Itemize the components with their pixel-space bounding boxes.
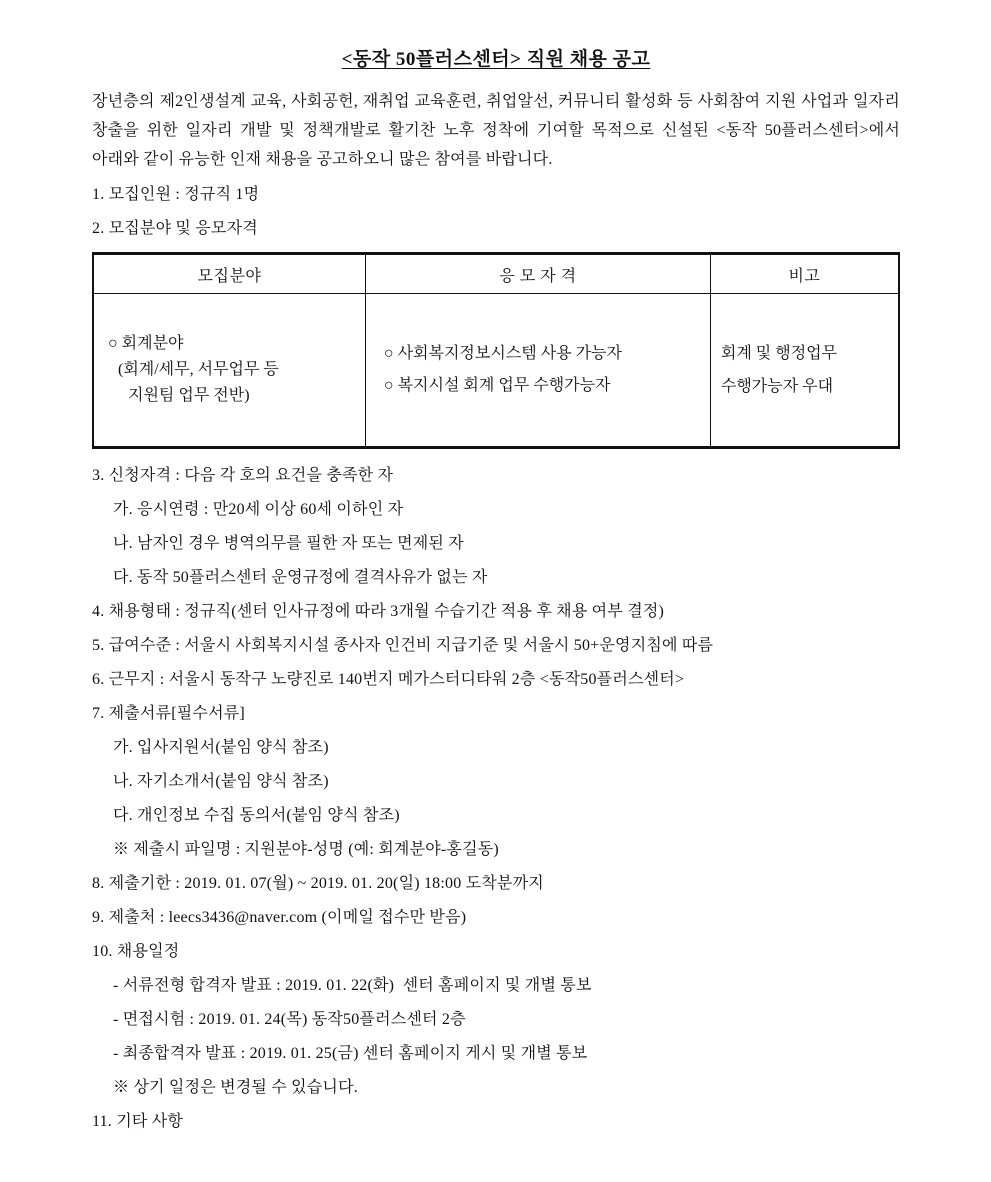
section-line: - 서류전형 합격자 발표 : 2019. 01. 22(화) 센터 홈페이지 및 개별 통보 bbox=[113, 977, 592, 994]
section-list-bottom bbox=[92, 465, 900, 1133]
qualification-line: ○ 복지시설 회계 업무 수행가능자 bbox=[383, 377, 611, 394]
section-line: 가. 응시연령 : 만20세 이상 60세 이하인 자 bbox=[113, 501, 404, 518]
section-line: 8. 제출기한 : 2019. 01. 07(월) ~ 2019. 01. 20(일) 18:00 도착분까지 bbox=[92, 875, 544, 892]
section-line: 11. 기타 사항 bbox=[92, 1113, 184, 1130]
cell-note bbox=[710, 294, 899, 448]
section-line: 4. 채용형태 : 정규직(센터 인사규정에 따라 3개월 수습기간 적용 후 채용 여부 결정) bbox=[92, 603, 665, 620]
section-line: 2. 모집분야 및 응모자격 bbox=[92, 220, 258, 237]
qualification-line: ○ 사회복지정보시스템 사용 가능자 bbox=[383, 345, 622, 362]
table-header-row bbox=[93, 254, 899, 294]
section-line: 3. 신청자격 : 다음 각 호의 요건을 충족한 자 bbox=[92, 467, 394, 484]
header-note: 비고 bbox=[710, 254, 899, 294]
section-line: 나. 자기소개서(붙임 양식 참조) bbox=[113, 773, 329, 790]
section-line: 5. 급여수준 : 서울시 사회복지시설 종사자 인건비 지급기준 및 서울시 50+운영지침에 따름 bbox=[92, 637, 714, 654]
header-recruit-field: 모집분야 bbox=[93, 254, 365, 294]
section-line: ※ 상기 일정은 변경될 수 있습니다. bbox=[113, 1079, 358, 1096]
section-line: 10. 채용일정 bbox=[92, 943, 180, 960]
intro-paragraph: 장년층의 제2인생설계 교육, 사회공헌, 재취업 교육훈련, 취업알선, 커뮤니티 활성화 등 사회참여 지원 사업과 일자리 창출을 위한 일자리 개발 및 정책개발로 활기찬 노후 정착에 기여할 목적으로 신설된 <동작 50플러스센터>에서 아래와 같이 유능한 인재 채용을 공고하오니 많은 참여를 바랍니다. bbox=[92, 93, 900, 168]
section-line: - 최종합격자 발표 : 2019. 01. 25(금) 센터 홈페이지 게시 및 개별 통보 bbox=[113, 1045, 588, 1062]
section-line: 9. 제출처 : leecs3436@naver.com (이메일 접수만 받음) bbox=[92, 909, 467, 926]
section-line: 7. 제출서류[필수서류] bbox=[92, 705, 245, 722]
field-line: (회계/세무, 서무업무 등 bbox=[118, 361, 279, 378]
header-qualification: 응 모 자 격 bbox=[365, 254, 710, 294]
page-title: <동작 50플러스센터> 직원 채용 공고 bbox=[341, 49, 651, 70]
note-line: 수행가능자 우대 bbox=[720, 377, 834, 395]
section-line: 다. 개인정보 수집 동의서(붙임 양식 참조) bbox=[113, 807, 400, 824]
recruitment-table bbox=[92, 252, 900, 449]
cell-recruit-field bbox=[93, 294, 365, 448]
section-line: 6. 근무지 : 서울시 동작구 노량진로 140번지 메가스터디타워 2층 <동작50플러스센터> bbox=[92, 671, 685, 688]
section-list-top bbox=[92, 184, 900, 240]
cell-qualification bbox=[365, 294, 710, 448]
section-line: 가. 입사지원서(붙임 양식 참조) bbox=[113, 739, 329, 756]
section-line: - 면접시험 : 2019. 01. 24(목) 동작50플러스센터 2층 bbox=[113, 1011, 466, 1028]
note-line: 회계 및 행정업무 bbox=[720, 344, 838, 362]
field-line: 지원팀 업무 전반) bbox=[128, 387, 250, 404]
table-row bbox=[93, 294, 899, 448]
section-line: 1. 모집인원 : 정규직 1명 bbox=[92, 186, 260, 203]
section-line: ※ 제출시 파일명 : 지원분야-성명 (예: 회계분야-홍길동) bbox=[113, 841, 499, 858]
field-line: ○ 회계분야 bbox=[108, 335, 184, 352]
section-line: 나. 남자인 경우 병역의무를 필한 자 또는 면제된 자 bbox=[113, 535, 464, 552]
section-line: 다. 동작 50플러스센터 운영규정에 결격사유가 없는 자 bbox=[113, 569, 488, 586]
